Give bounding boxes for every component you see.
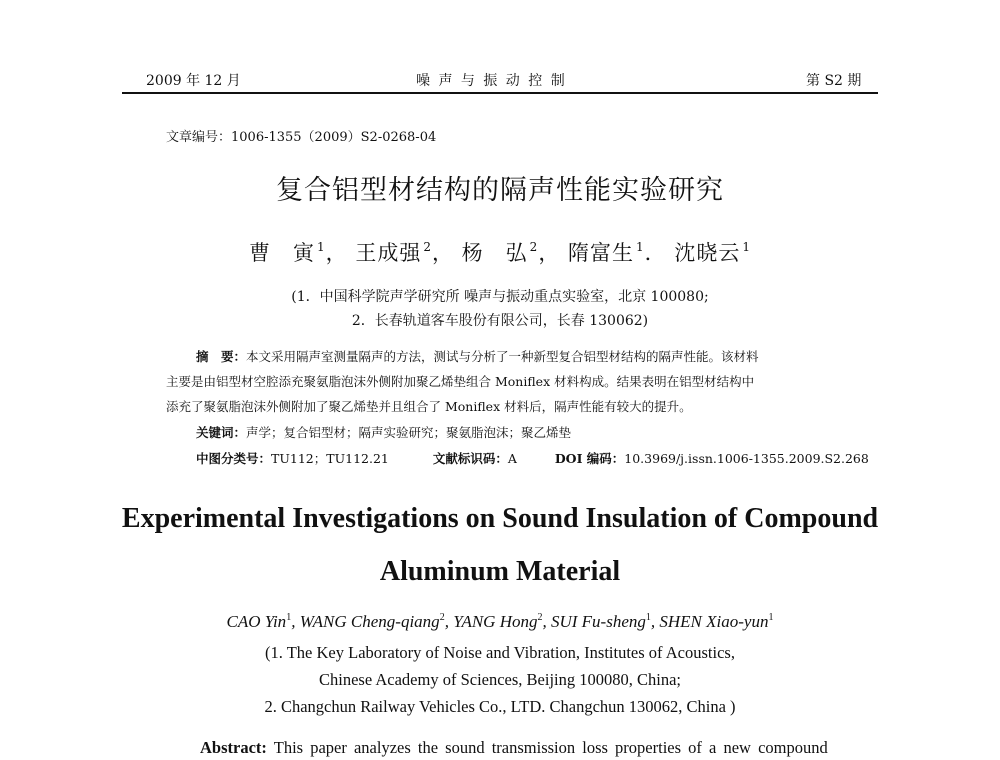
abstract-en — [200, 738, 828, 758]
clc-label: 中图分类号： — [196, 451, 272, 466]
doi-label: DOI 编码： — [554, 451, 625, 466]
keywords-cn: 关键词：声学；复合铝型材；隔声实验研究；聚氨脂泡沫；聚乙烯垫 — [196, 425, 572, 440]
header-rule — [122, 92, 878, 94]
author-cn-1: 曹 寅 $^1$， — [249, 240, 348, 265]
affiliation-cn-1: (1．中国科学院声学研究所 噪声与振动重点实验室，北京 100080; — [291, 289, 709, 305]
abstract-cn-line-1: 摘 要：本文采用隔声室测量隔声的方法，测试与分析了一种新型复合铝型材结构的隔声性能。该材料 — [196, 349, 759, 364]
header-issue: 第 S2 期 — [806, 73, 862, 89]
author-en-3: YANG Hong$^2$, — [453, 612, 551, 631]
keywords-label: 关键词： — [196, 425, 247, 440]
affiliation-en-3: 2. Changchun Railway Vehicles Co., LTD. Changchun 130062, China ) — [264, 697, 736, 716]
affiliation-cn-2: 2．长春轨道客车股份有限公司，长春 130062) — [351, 313, 649, 329]
doi-value: 10.3969/j.issn.1006-1355.2009.S2.268 — [624, 451, 869, 466]
author-cn-3: 杨 弘 $^2$， — [461, 240, 561, 265]
authors-cn — [0, 237, 1000, 267]
classification-line — [196, 446, 896, 471]
author-cn-5: 沈晓云 $^1$ — [674, 240, 751, 265]
doc-code-value: A — [507, 451, 517, 466]
author-en-1: CAO Yin$^1$, — [226, 612, 300, 631]
title-cn: 复合铝型材结构的隔声性能实验研究 — [276, 175, 724, 206]
clc-value: TU112；TU112.21 — [271, 451, 389, 466]
authors-en — [0, 612, 1000, 632]
abstract-cn-line-3: 添充了聚氨脂泡沫外侧附加了聚乙烯垫并且组合了 Moniflex 材料后，隔声性能有较大的提升。 — [166, 399, 692, 414]
affiliation-en-2: Chinese Academy of Sciences, Beijing 100080, China; — [318, 670, 682, 689]
author-cn-4: 隋富生 $^1$． — [568, 240, 667, 265]
abstract-cn-label: 摘 要： — [196, 349, 247, 364]
doc-code-label: 文献标识码： — [432, 451, 508, 466]
article-number: 文章编号：1006-1355（2009）S2-0268-04 — [166, 130, 437, 145]
header-date: 2009 年 12 月 — [146, 73, 241, 89]
affiliation-en-1: (1. The Key Laboratory of Noise and Vibration, Institutes of Acoustics, — [265, 643, 735, 662]
abstract-en-label: Abstract: — [200, 738, 267, 757]
author-en-2: WANG Cheng-qiang$^2$, — [299, 612, 454, 631]
abstract-cn-line-2: 主要是由铝型材空腔添充聚氨脂泡沫外侧附加聚乙烯垫组合 Moniflex 材料构成。结果表明在铝型材结构中 — [166, 374, 755, 389]
author-cn-2: 王成强 $^2$， — [355, 240, 454, 265]
title-en-line-2: Aluminum Material — [379, 556, 621, 587]
author-en-4: SUI Fu-sheng$^1$, — [550, 612, 660, 631]
abstract-en-text: This paper analyzes the sound transmission loss properties of a new compound — [273, 738, 828, 757]
title-en-line-1: Experimental Investigations on Sound Insulation of Compound — [121, 503, 879, 534]
header-journal: 噪 声 与 振 动 控 制 — [416, 73, 567, 89]
author-en-5: SHEN Xiao-yun$^1$ — [659, 612, 774, 631]
